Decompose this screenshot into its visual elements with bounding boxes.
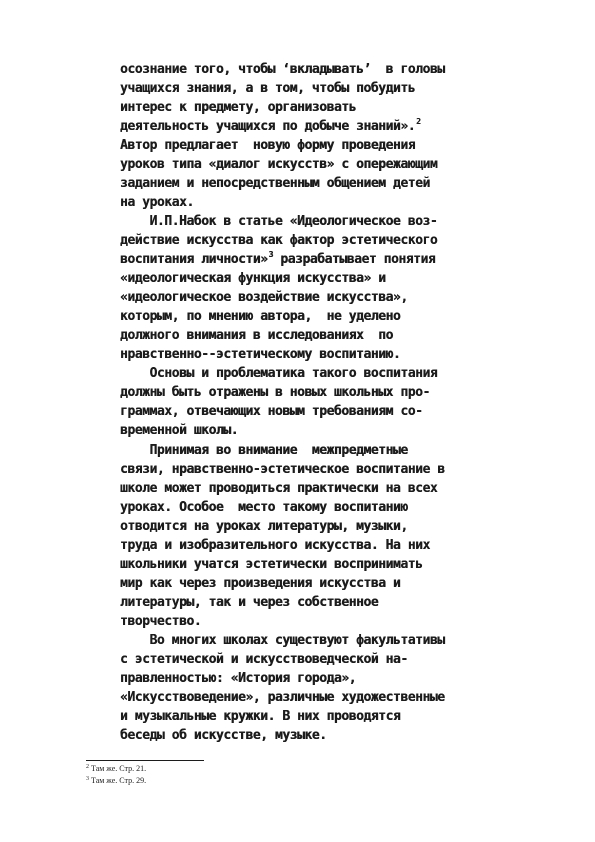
footnote [86, 763, 146, 774]
text-line [120, 250, 435, 269]
text-line: Автор предлагает новую форму проведения [120, 138, 416, 153]
text-line: заданием и непосредственным общением детей [120, 176, 430, 191]
text-line: правленностью: «История города», [120, 671, 357, 686]
text-line: Основы и проблематика такого воспитания [120, 366, 438, 381]
footnote-separator [86, 760, 204, 761]
text-line-content: деятельность учащихся по добыче знаний». [120, 119, 416, 134]
text-line: связи, нравственно-эстетическое воспитание в [120, 462, 445, 477]
text-line: должного внимания в исследованиях по [120, 328, 393, 343]
text-line: Во многих школах существуют факультативы [120, 633, 445, 648]
text-line: «Искусствоведение», различные художественные [120, 690, 445, 705]
text-line: школьники учатся эстетически воспринимать [120, 557, 423, 572]
footnote-reference: 2 [416, 117, 421, 126]
text-line [120, 117, 420, 136]
text-line: учащихся знания, а в том, чтобы побудить [120, 81, 416, 96]
text-line-content: воспитания личности» [120, 252, 268, 267]
text-line: труда и изобразительного искусства. На них [120, 538, 430, 553]
text-line: творчество. [120, 614, 202, 629]
text-line: И.П.Набок в статье «Идеологическое воз- [120, 214, 438, 229]
text-line: действие искусства как фактор эстетического [120, 233, 438, 248]
footnote [86, 775, 146, 786]
text-line: уроках. Особое место такому воспитанию [120, 500, 408, 515]
text-line: отводится на уроках литературы, музыки, [120, 519, 408, 534]
text-line: граммах, отвечающих новым требованиям со- [120, 404, 423, 419]
text-line: школе может проводиться практически на всех [120, 481, 438, 496]
text-line: с эстетической и искусствоведческой на- [120, 652, 408, 667]
text-line-continuation: разрабатывает понятия [272, 252, 436, 267]
footnote-mark: 2 [86, 764, 89, 770]
text-line: литературы, так и через собственное [120, 595, 379, 610]
text-line: Принимая во внимание межпредметные [120, 443, 408, 458]
text-line: временной школы. [120, 423, 239, 438]
text-line: «идеологическое воздействие искусства», [120, 290, 408, 305]
text-line: должны быть отражены в новых школьных про- [120, 385, 430, 400]
footnote-text: Там же. Стр. 21. [91, 764, 147, 773]
text-line: интерес к предмету, организовать [120, 100, 357, 115]
footnote-mark: 3 [86, 776, 89, 782]
text-line: «идеологическая функция искусства» и [120, 271, 386, 286]
footnote-text: Там же. Стр. 29. [91, 776, 147, 785]
text-line: на уроках. [120, 195, 194, 210]
text-line: и музыкальные кружки. В них проводятся [120, 709, 401, 724]
text-line: мир как через произведения искусства и [120, 576, 401, 591]
footnote-reference: 3 [268, 250, 273, 259]
text-line: беседы об искусстве, музыке. [120, 728, 327, 743]
text-line: которым, по мнению автора, не уделено [120, 309, 401, 324]
text-line: нравственно--эстетическому воспитанию. [120, 347, 401, 362]
text-line: уроков типа «диалог искусств» с опережающим [120, 157, 438, 172]
text-line: осознание того, чтобы ‘вкладывать’ в головы [120, 62, 445, 77]
